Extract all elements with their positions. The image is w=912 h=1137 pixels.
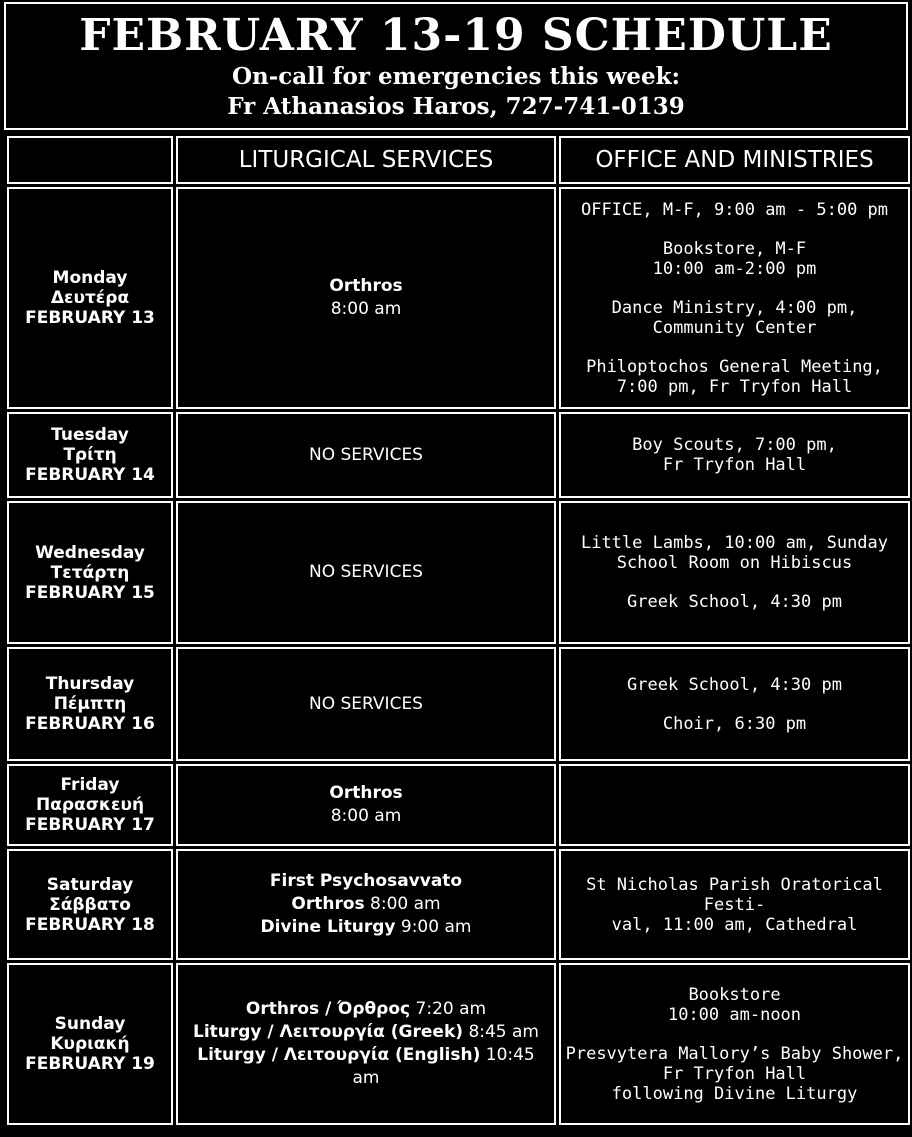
oncall-line-1: On-call for emergencies this week:	[231, 63, 681, 90]
service-name: Liturgy / Λειτουργία (English)	[197, 1045, 481, 1065]
office-item	[565, 714, 904, 734]
office-item-line: Dance Ministry, 4:00 pm,	[611, 297, 858, 318]
office-cell	[559, 963, 910, 1125]
office-item-line: Fr Tryfon Hall	[662, 455, 807, 475]
column-header-day	[7, 136, 173, 184]
office-item	[565, 298, 904, 338]
day-name-en: Saturday	[46, 874, 134, 895]
liturgical-cell	[176, 963, 556, 1125]
office-item	[565, 675, 904, 695]
office-item	[565, 592, 904, 612]
day-cell	[7, 647, 173, 761]
office-item	[565, 435, 904, 475]
service-line	[182, 275, 550, 298]
day-name-en: Sunday	[54, 1014, 126, 1034]
day-name-gr: Τετάρτη	[50, 562, 130, 583]
day-date: FEBRUARY 18	[25, 914, 155, 935]
service-line	[182, 893, 550, 916]
office-item-line: Bookstore, M-F	[662, 238, 807, 259]
oncall-line-2: Fr Athanasios Haros, 727-741-0139	[227, 93, 685, 120]
service-name: Divine Liturgy	[260, 917, 396, 937]
office-item-line: St Nicholas Parish Oratorical Festi-	[586, 874, 883, 915]
day-cell	[7, 849, 173, 960]
office-item-line: Choir, 6:30 pm	[662, 713, 807, 734]
liturgical-cell	[176, 501, 556, 644]
office-cell	[559, 501, 910, 644]
service-time: NO SERVICES	[309, 562, 423, 582]
service-time: 8:00 am	[330, 806, 402, 826]
service-line	[182, 298, 550, 321]
table-row	[7, 849, 910, 960]
table-row	[7, 764, 910, 846]
office-cell	[559, 187, 910, 409]
office-item-line: Boy Scouts, 7:00 pm,	[632, 435, 837, 455]
office-item	[565, 239, 904, 279]
day-name-en: Friday	[60, 775, 120, 795]
office-item-line: val, 11:00 am, Cathedral	[611, 914, 858, 935]
service-time: 7:20 am	[415, 999, 487, 1019]
office-item	[565, 1044, 904, 1104]
schedule-table	[4, 133, 912, 1128]
day-name-gr: Παρασκευή	[35, 795, 145, 815]
day-name-en: Thursday	[45, 674, 135, 694]
office-item-line: Philoptochos General Meeting,	[586, 356, 883, 377]
day-date: FEBRUARY 14	[25, 465, 155, 485]
service-name: Liturgy / Λειτουργία (Greek)	[192, 1022, 464, 1042]
office-item-line: following Divine Liturgy	[611, 1083, 858, 1104]
day-name-gr: Σάββατο	[49, 894, 131, 915]
table-row	[7, 501, 910, 644]
service-line	[182, 916, 550, 939]
liturgical-cell	[176, 187, 556, 409]
day-date: FEBRUARY 15	[25, 582, 155, 603]
office-item	[565, 875, 904, 935]
day-name-gr: Δευτέρα	[50, 288, 130, 308]
office-cell	[559, 647, 910, 761]
office-item-line: Greek School, 4:30 pm	[627, 674, 842, 695]
day-name-gr: Πέμπτη	[53, 694, 127, 714]
day-name-en: Monday	[52, 268, 128, 288]
day-cell	[7, 501, 173, 644]
office-item-line: Bookstore	[688, 984, 781, 1005]
office-item-line: 7:00 pm, Fr Tryfon Hall	[616, 376, 853, 397]
column-header-office: OFFICE AND MINISTRIES	[559, 136, 910, 184]
table-row	[7, 412, 910, 498]
service-time: 9:00 am	[400, 917, 472, 937]
day-cell	[7, 963, 173, 1125]
service-line	[182, 1021, 550, 1044]
service-time: 8:00 am	[370, 894, 441, 914]
service-time: 8:00 am	[330, 299, 402, 319]
service-line	[182, 998, 550, 1021]
day-cell	[7, 187, 173, 409]
office-item-line: School Room on Hibiscus	[616, 553, 853, 573]
table-row	[7, 963, 910, 1125]
liturgical-cell	[176, 849, 556, 960]
liturgical-cell	[176, 764, 556, 846]
liturgical-cell	[176, 647, 556, 761]
service-time: NO SERVICES	[309, 444, 423, 465]
service-line	[182, 693, 550, 716]
column-header-row	[7, 136, 910, 184]
service-name: Orthros	[329, 276, 403, 296]
day-name-gr: Τρίτη	[63, 445, 117, 465]
office-item-line: Greek School, 4:30 pm	[627, 592, 842, 612]
office-item-line: 10:00 am-2:00 pm	[652, 258, 817, 279]
service-name: Orthros / Όρθρος	[245, 999, 411, 1019]
office-item	[565, 357, 904, 397]
service-line	[182, 561, 550, 584]
office-item-line: Little Lambs, 10:00 am, Sunday	[580, 533, 889, 553]
service-name: First Psychosavvato	[269, 871, 463, 891]
service-time: 8:45 am	[468, 1022, 539, 1042]
day-name-en: Tuesday	[51, 425, 129, 445]
service-time: NO SERVICES	[309, 693, 423, 714]
day-cell	[7, 412, 173, 498]
day-date: FEBRUARY 19	[25, 1054, 155, 1074]
office-item-line: Presvytera Mallory’s Baby Shower,	[565, 1043, 904, 1064]
day-name-en: Wednesday	[35, 542, 145, 563]
day-date: FEBRUARY 13	[25, 308, 155, 328]
office-cell	[559, 764, 910, 846]
office-item-line: Community Center	[652, 317, 817, 338]
service-name: Orthros	[329, 783, 403, 803]
page-title: FEBRUARY 13-19 SCHEDULE	[79, 10, 833, 61]
office-item	[565, 985, 904, 1025]
day-cell	[7, 764, 173, 846]
service-line	[182, 782, 550, 805]
service-line	[182, 1044, 550, 1090]
liturgical-cell	[176, 412, 556, 498]
office-item	[565, 533, 904, 573]
office-item	[565, 200, 904, 220]
service-line	[182, 444, 550, 467]
column-header-liturgical: LITURGICAL SERVICES	[176, 136, 556, 184]
office-item-line: Fr Tryfon Hall	[662, 1063, 807, 1084]
office-item-line: OFFICE, M-F, 9:00 am - 5:00 pm	[580, 199, 889, 220]
service-line	[182, 870, 550, 893]
service-name: Orthros	[291, 894, 365, 914]
day-date: FEBRUARY 16	[25, 714, 155, 734]
service-time: 10:45 am	[352, 1045, 535, 1088]
table-row	[7, 187, 910, 409]
office-cell	[559, 849, 910, 960]
office-cell	[559, 412, 910, 498]
table-row	[7, 647, 910, 761]
office-item-line: 10:00 am-noon	[667, 1004, 802, 1025]
day-name-gr: Κυριακή	[50, 1034, 130, 1054]
day-date: FEBRUARY 17	[25, 815, 155, 835]
schedule-header	[4, 2, 908, 130]
service-line	[182, 805, 550, 828]
